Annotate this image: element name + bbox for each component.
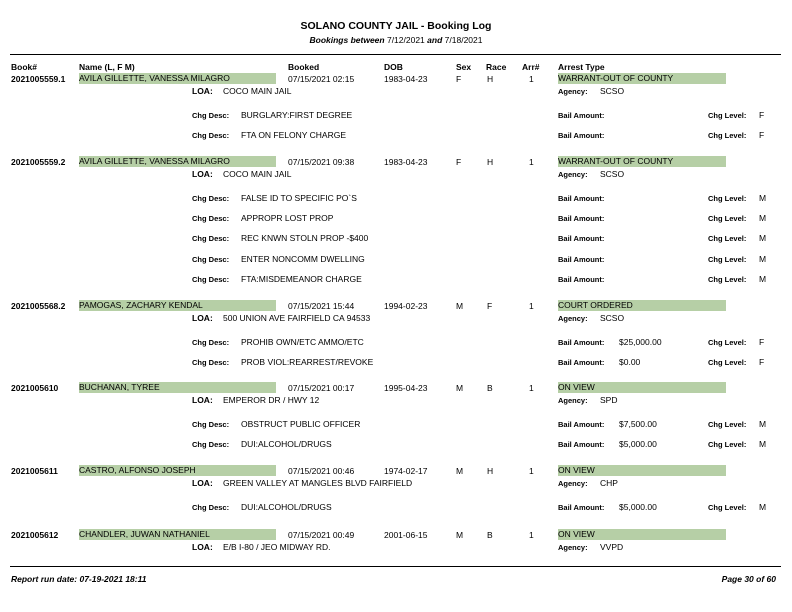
chg-level-label: Chg Level: bbox=[708, 254, 747, 264]
booked-datetime: 07/15/2021 09:38 bbox=[288, 157, 355, 167]
loa-label: LOA: bbox=[192, 169, 213, 179]
agency-value: SPD bbox=[600, 395, 618, 405]
charge-description: FTA:MISDEMEANOR CHARGE bbox=[241, 273, 362, 284]
chg-level-label: Chg Level: bbox=[708, 338, 747, 347]
arrest-count: 1 bbox=[529, 74, 534, 84]
chg-desc-label: Chg Desc: bbox=[192, 194, 230, 203]
col-arr: Arr# bbox=[522, 62, 540, 72]
agency-label: Agency: bbox=[558, 396, 588, 405]
charge-level: M bbox=[759, 193, 767, 203]
race: H bbox=[487, 74, 494, 84]
loa-label: LOA: bbox=[192, 86, 213, 96]
sex: M bbox=[456, 301, 464, 311]
loa-value: EMPEROR DR / HWY 12 bbox=[223, 395, 320, 405]
arrest-count: 1 bbox=[529, 383, 534, 393]
bail-amount: $5,000.00 bbox=[619, 439, 657, 450]
charge-description: DUI:ALCOHOL/DRUGS bbox=[241, 439, 332, 450]
agency-label: Agency: bbox=[558, 87, 588, 96]
chg-level-label: Chg Level: bbox=[708, 420, 747, 429]
loa-value: E/B I-80 / JEO MIDWAY RD. bbox=[223, 542, 331, 552]
bail-amount-label: Bail Amount: bbox=[558, 111, 605, 120]
inmate-name: AVILA GILLETTE, VANESSA MILAGRO bbox=[79, 73, 276, 84]
chg-desc-label: Chg Desc: bbox=[192, 131, 230, 141]
book-number: 2021005559.2 bbox=[11, 157, 66, 167]
arrest-count: 1 bbox=[529, 466, 534, 476]
agency-value: SCSO bbox=[600, 86, 625, 96]
col-race: Race bbox=[486, 62, 507, 72]
chg-desc-label: Chg Desc: bbox=[192, 234, 230, 244]
arrest-count: 1 bbox=[529, 301, 534, 311]
charge-level: M bbox=[759, 233, 767, 244]
bail-amount: $7,500.00 bbox=[619, 419, 657, 429]
agency-label: Agency: bbox=[558, 170, 588, 179]
col-arrest-type: Arrest Type bbox=[558, 62, 605, 72]
chg-level-label: Chg Level: bbox=[708, 358, 747, 368]
sex: F bbox=[456, 74, 462, 84]
subtitle-and: and bbox=[427, 35, 443, 45]
loa-label: LOA: bbox=[192, 478, 213, 488]
race: B bbox=[487, 530, 493, 540]
race: H bbox=[487, 466, 494, 476]
agency-label: Agency: bbox=[558, 314, 588, 323]
col-book: Book# bbox=[11, 62, 37, 72]
dob: 1983-04-23 bbox=[384, 74, 428, 84]
charge-description: FTA ON FELONY CHARGE bbox=[241, 130, 347, 141]
charge-description: APPROPR LOST PROP bbox=[241, 213, 334, 224]
loa-label: LOA: bbox=[192, 313, 213, 323]
bail-amount-label: Bail Amount: bbox=[558, 358, 605, 368]
charge-level: F bbox=[759, 337, 765, 347]
charge-level: F bbox=[759, 110, 765, 120]
bail-amount-label: Bail Amount: bbox=[558, 440, 605, 450]
col-name: Name (L, F M) bbox=[79, 62, 135, 72]
charge-level: M bbox=[759, 439, 767, 450]
dob: 2001-06-15 bbox=[384, 530, 428, 540]
report-subtitle bbox=[0, 35, 792, 45]
subtitle-prefix: Bookings between bbox=[309, 35, 385, 45]
bail-amount-label: Bail Amount: bbox=[558, 503, 605, 512]
loa-value: GREEN VALLEY AT MANGLES BLVD FAIRFIELD bbox=[223, 478, 413, 488]
bail-amount: $5,000.00 bbox=[619, 502, 657, 512]
bail-amount-label: Bail Amount: bbox=[558, 274, 605, 284]
agency-label: Agency: bbox=[558, 479, 588, 488]
dob: 1974-02-17 bbox=[384, 466, 428, 476]
chg-desc-label: Chg Desc: bbox=[192, 440, 230, 450]
charge-description: BURGLARY:FIRST DEGREE bbox=[241, 110, 353, 120]
charge-description: PROB VIOL:REARREST/REVOKE bbox=[241, 357, 374, 368]
date-to: 7/18/2021 bbox=[444, 35, 483, 45]
inmate-name: BUCHANAN, TYREE bbox=[79, 382, 276, 393]
loa-label: LOA: bbox=[192, 542, 213, 552]
chg-level-label: Chg Level: bbox=[708, 440, 747, 450]
loa-value: COCO MAIN JAIL bbox=[223, 169, 292, 179]
inmate-name: CASTRO, ALFONSO JOSEPH bbox=[79, 465, 276, 476]
arrest-type: WARRANT-OUT OF COUNTY bbox=[558, 73, 726, 84]
footer-rule bbox=[10, 566, 781, 567]
charge-level: M bbox=[759, 502, 767, 512]
sex: M bbox=[456, 383, 464, 393]
chg-desc-label: Chg Desc: bbox=[192, 358, 230, 368]
chg-level-label: Chg Level: bbox=[708, 234, 747, 244]
chg-desc-label: Chg Desc: bbox=[192, 420, 230, 429]
agency-value: VVPD bbox=[600, 542, 624, 552]
arrest-type: WARRANT-OUT OF COUNTY bbox=[558, 156, 726, 167]
date-from: 7/12/2021 bbox=[386, 35, 425, 45]
sex: M bbox=[456, 530, 464, 540]
book-number: 2021005559.1 bbox=[11, 74, 66, 84]
chg-level-label: Chg Level: bbox=[708, 131, 747, 141]
chg-level-label: Chg Level: bbox=[708, 274, 747, 284]
bail-amount: $0.00 bbox=[619, 357, 641, 368]
booked-datetime: 07/15/2021 15:44 bbox=[288, 301, 355, 311]
bail-amount-label: Bail Amount: bbox=[558, 131, 605, 141]
charge-description: DUI:ALCOHOL/DRUGS bbox=[241, 502, 332, 512]
dob: 1983-04-23 bbox=[384, 157, 428, 167]
chg-level-label: Chg Level: bbox=[708, 194, 747, 203]
col-sex: Sex bbox=[456, 62, 472, 72]
book-number: 2021005612 bbox=[11, 530, 59, 540]
bail-amount-label: Bail Amount: bbox=[558, 234, 605, 244]
charge-description: REC KNWN STOLN PROP -$400 bbox=[241, 233, 369, 244]
booked-datetime: 07/15/2021 00:17 bbox=[288, 383, 355, 393]
charge-description: OBSTRUCT PUBLIC OFFICER bbox=[241, 419, 361, 429]
bail-amount-label: Bail Amount: bbox=[558, 194, 605, 203]
book-number: 2021005610 bbox=[11, 383, 59, 393]
book-number: 2021005568.2 bbox=[11, 301, 66, 311]
arrest-type: ON VIEW bbox=[558, 529, 726, 540]
dob: 1995-04-23 bbox=[384, 383, 428, 393]
inmate-name: AVILA GILLETTE, VANESSA MILAGRO bbox=[79, 156, 276, 167]
bail-amount-label: Bail Amount: bbox=[558, 420, 605, 429]
report-title: SOLANO COUNTY JAIL - Booking Log bbox=[300, 20, 492, 32]
race: B bbox=[487, 383, 493, 393]
race: F bbox=[487, 301, 493, 311]
loa-value: COCO MAIN JAIL bbox=[223, 86, 292, 96]
bail-amount-label: Bail Amount: bbox=[558, 254, 605, 264]
page-number: Page 30 of 60 bbox=[721, 574, 776, 584]
charge-description: FALSE ID TO SPECIFIC PO`S bbox=[241, 193, 357, 203]
agency-value: SCSO bbox=[600, 313, 625, 323]
book-number: 2021005611 bbox=[11, 466, 58, 476]
charge-level: M bbox=[759, 253, 767, 264]
charge-description: PROHIB OWN/ETC AMMO/ETC bbox=[241, 337, 364, 347]
arrest-type: COURT ORDERED bbox=[558, 300, 726, 311]
chg-level-label: Chg Level: bbox=[708, 214, 747, 224]
arrest-type: ON VIEW bbox=[558, 465, 726, 476]
agency-value: SCSO bbox=[600, 169, 625, 179]
chg-level-label: Chg Level: bbox=[708, 111, 747, 120]
charge-description: ENTER NONCOMM DWELLING bbox=[241, 253, 365, 264]
inmate-name: CHANDLER, JUWAN NATHANIEL bbox=[79, 529, 276, 540]
agency-label: Agency: bbox=[558, 543, 588, 552]
chg-desc-label: Chg Desc: bbox=[192, 111, 230, 120]
col-booked: Booked bbox=[288, 62, 320, 72]
charge-level: M bbox=[759, 419, 767, 429]
loa-label: LOA: bbox=[192, 395, 213, 405]
col-dob: DOB bbox=[384, 62, 403, 72]
chg-desc-label: Chg Desc: bbox=[192, 254, 230, 264]
chg-desc-label: Chg Desc: bbox=[192, 274, 230, 284]
sex: M bbox=[456, 466, 464, 476]
agency-value: CHP bbox=[600, 478, 618, 488]
booked-datetime: 07/15/2021 00:46 bbox=[288, 466, 355, 476]
sex: F bbox=[456, 157, 462, 167]
chg-desc-label: Chg Desc: bbox=[192, 338, 230, 347]
charge-level: M bbox=[759, 213, 767, 224]
chg-desc-label: Chg Desc: bbox=[192, 214, 230, 224]
chg-desc-label: Chg Desc: bbox=[192, 503, 230, 512]
header-rule bbox=[10, 54, 781, 55]
booked-datetime: 07/15/2021 02:15 bbox=[288, 74, 355, 84]
charge-level: F bbox=[759, 357, 765, 368]
arrest-type: ON VIEW bbox=[558, 382, 726, 393]
bail-amount: $25,000.00 bbox=[619, 337, 662, 347]
booked-datetime: 07/15/2021 00:49 bbox=[288, 530, 355, 540]
chg-level-label: Chg Level: bbox=[708, 503, 747, 512]
report-run-date: Report run date: 07-19-2021 18:11 bbox=[11, 574, 147, 584]
inmate-name: PAMOGAS, ZACHARY KENDAL bbox=[79, 300, 276, 311]
charge-level: F bbox=[759, 130, 765, 141]
race: H bbox=[487, 157, 494, 167]
dob: 1994-02-23 bbox=[384, 301, 428, 311]
charge-level: M bbox=[759, 273, 767, 284]
bail-amount-label: Bail Amount: bbox=[558, 214, 605, 224]
arrest-count: 1 bbox=[529, 530, 534, 540]
loa-value: 500 UNION AVE FAIRFIELD CA 94533 bbox=[223, 313, 371, 323]
bail-amount-label: Bail Amount: bbox=[558, 338, 605, 347]
arrest-count: 1 bbox=[529, 157, 534, 167]
